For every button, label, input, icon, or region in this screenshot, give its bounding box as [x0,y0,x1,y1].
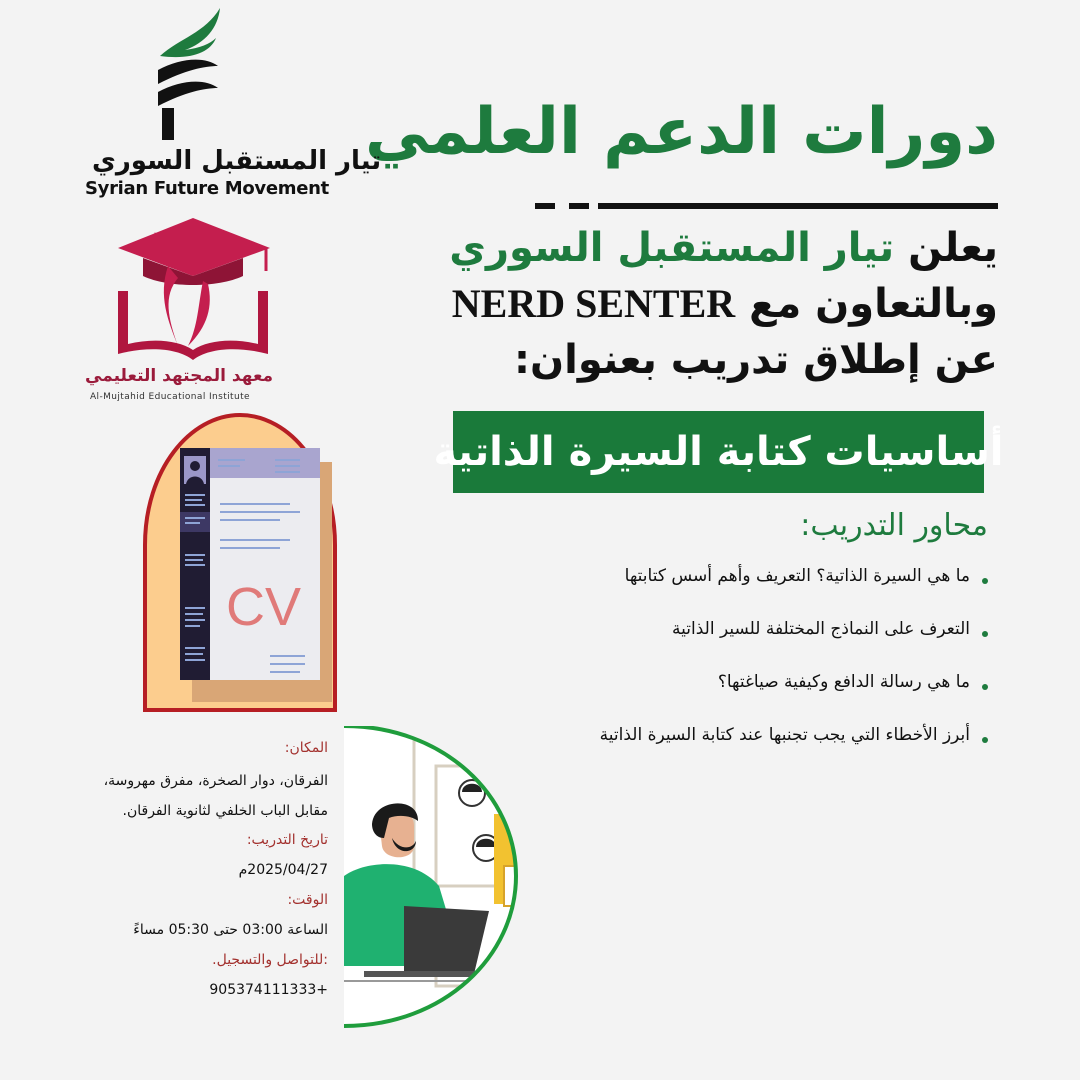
axes-heading: محاور التدريب: [800,508,988,543]
cv-label: CV [226,577,302,637]
course-title: أساسيات كتابة السيرة الذاتية [433,429,1004,475]
place-line-1: الفرقان، دوار الصخرة، مفرق مهروسة، [103,773,328,789]
bullet-icon [982,578,988,584]
person-laptop-illustration [344,726,519,1028]
phone-number: +905374111333 [209,982,328,998]
course-title-banner [433,411,1004,493]
sfm-eagle-logo-icon [150,8,230,143]
bullet-icon [982,631,988,637]
institute-english-name: Al-Mujtahid Educational Institute [90,392,250,402]
announcement-line-1 [449,225,998,271]
page-title: دورات الدعم العلمي [365,95,998,169]
list-item: ما هي السيرة الذاتية؟ التعريف وأهم أسس كتابتها [428,566,988,619]
institute-logo-icon [108,206,278,366]
collaboration-text: وبالتعاون مع [749,281,998,327]
cv-illustration [140,410,340,715]
title-divider [535,203,998,209]
date-value: 2025/04/27م [238,862,328,878]
announcement-line-3: عن إطلاق تدريب بعنوان: [514,337,998,383]
organization-name: تيار المستقبل السوري [449,225,895,271]
partner-name: NERD SENTER [451,281,736,326]
sfm-english-name: Syrian Future Movement [85,178,329,199]
list-item: التعرف على النماذج المختلفة للسير الذاتية [428,619,988,672]
sfm-arabic-name: تيار المستقبل السوري [92,146,382,176]
time-label: الوقت: [287,892,328,908]
bullet-icon [982,684,988,690]
announcement-line-2 [451,281,998,327]
contact-label: :للتواصل والتسجيل. [212,952,328,968]
announce-verb: يعلن [908,225,998,271]
time-value: الساعة 03:00 حتى 05:30 مساءً [133,922,328,938]
place-label: المكان: [284,740,328,756]
list-item: أبرز الأخطاء التي يجب تجنبها عند كتابة السيرة الذاتية [428,725,988,778]
institute-arabic-name: معهد المجتهد التعليمي [85,366,274,386]
date-label: تاريخ التدريب: [246,832,328,848]
place-line-2: مقابل الباب الخلفي لثانوية الفرقان. [122,803,328,819]
list-item: ما هي رسالة الدافع وكيفية صياغتها؟ [428,672,988,725]
bullet-icon [982,737,988,743]
